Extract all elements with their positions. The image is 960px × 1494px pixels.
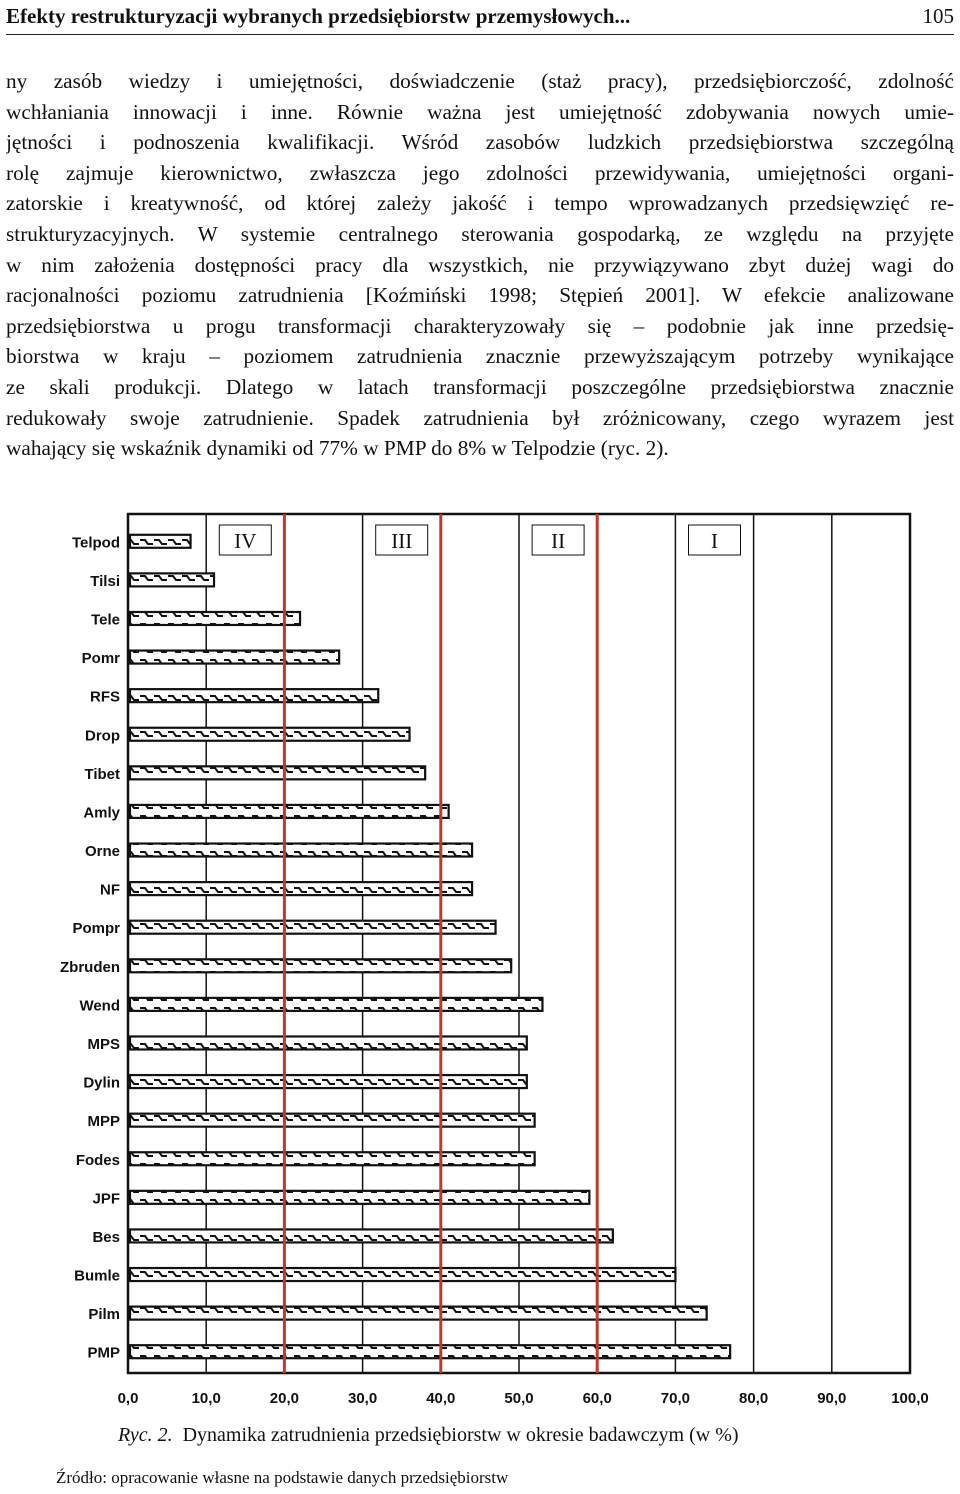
body-line: redukowały swoje zatrudnienie. Spadek zatrudnienia był zróżnicowany, czego wyrazem jest bbox=[6, 405, 954, 430]
y-category-label: Telpod bbox=[71, 534, 120, 552]
y-category-label: MPS bbox=[87, 1035, 120, 1053]
body-line: jętności i podnoszenia kwalifikacji. Wśród zasobów ludzkich przedsiębiorstwa szczególną bbox=[6, 130, 954, 155]
y-category-label: Pompr bbox=[72, 920, 120, 938]
y-category-label: Wend bbox=[79, 997, 120, 1015]
x-tick-label: 60,0 bbox=[582, 1390, 612, 1407]
body-line: zatorskie i kreatywność, od której zależy jakość i tempo wprowadzanych przedsięwzięć re- bbox=[6, 191, 954, 216]
figure-caption-text: Dynamika zatrudnienia przedsiębiorstw w okresie badawczym (w %) bbox=[182, 1424, 739, 1446]
figure-source: Źródło: opracowanie własne na podstawie danych przedsiębiorstw bbox=[56, 1468, 509, 1487]
page-header bbox=[6, 2, 954, 35]
body-line: biorstwa w kraju – poziomem zatrudnienia znacznie przewyższającym potrzeby wynikające bbox=[6, 344, 954, 369]
bar bbox=[130, 573, 214, 586]
x-tick-label: 70,0 bbox=[660, 1390, 691, 1407]
y-category-label: RFS bbox=[90, 688, 120, 706]
y-category-label: PMP bbox=[87, 1344, 120, 1362]
y-category-label: Bumle bbox=[74, 1267, 120, 1285]
bar bbox=[130, 844, 472, 857]
y-category-label: Pilm bbox=[88, 1306, 120, 1324]
bar bbox=[130, 998, 542, 1011]
bar bbox=[130, 1191, 589, 1204]
body-line: rolę zajmuje kierownictwo, zwłaszcza jego zdolności przewidywania, umiejętności organi- bbox=[6, 160, 954, 185]
y-category-label: Dylin bbox=[83, 1074, 120, 1092]
x-tick-label: 40,0 bbox=[426, 1390, 456, 1407]
y-category-label: Amly bbox=[83, 804, 120, 822]
body-line: w nim założenia dostępności pracy dla wszystkich, nie przywiązywano zbyt dużej wagi do bbox=[6, 252, 954, 277]
y-category-label: Tele bbox=[91, 611, 120, 629]
x-tick-label: 20,0 bbox=[269, 1390, 300, 1407]
x-tick-label: 50,0 bbox=[504, 1390, 534, 1407]
y-category-label: Drop bbox=[85, 727, 120, 745]
x-tick-label: 0,0 bbox=[117, 1390, 139, 1407]
y-category-label: Pomr bbox=[81, 650, 120, 668]
body-line: racjonalności poziomu zatrudnienia [Koźmiński 1998; Stępień 2001]. W efekcie analizowane bbox=[6, 283, 954, 308]
y-category-label: MPP bbox=[87, 1113, 120, 1131]
body-paragraph bbox=[6, 66, 954, 464]
x-tick-label: 30,0 bbox=[347, 1390, 378, 1407]
bar bbox=[130, 766, 425, 779]
body-line: ny zasób wiedzy i umiejętności, doświadczenie (staż pracy), przedsiębiorczość, zdolność bbox=[6, 69, 954, 93]
body-line: wchłaniania innowacji i inne. Równie ważna jest umiejętność zdobywania nowych umie- bbox=[6, 99, 954, 124]
y-category-label: JPF bbox=[92, 1190, 120, 1208]
bar bbox=[130, 1268, 675, 1281]
zone-label: IV bbox=[234, 529, 257, 553]
bar bbox=[130, 1114, 535, 1127]
bar bbox=[130, 1307, 707, 1320]
bar bbox=[130, 689, 378, 702]
bar bbox=[130, 612, 300, 625]
y-category-label: NF bbox=[100, 881, 120, 899]
body-line: wahający się wskaźnik dynamiki od 77% w PMP do 8% w Telpodzie (ryc. 2). bbox=[6, 436, 669, 461]
body-line: strukturyzacyjnych. W systemie centralnego sterowania gospodarką, ze względu na przyjęte bbox=[6, 221, 954, 246]
figure-label: Ryc. 2. bbox=[118, 1424, 173, 1446]
bar bbox=[130, 805, 449, 818]
y-category-label: Bes bbox=[92, 1228, 120, 1246]
y-category-label: Zbruden bbox=[60, 958, 120, 976]
body-line: ze skali produkcji. Dlatego w latach transformacji poszczególne przedsiębiorstwa znacznie bbox=[6, 374, 954, 399]
running-title: Efekty restrukturyzacji wybranych przedsiębiorstw przemysłowych... bbox=[6, 4, 631, 28]
bar bbox=[130, 882, 472, 895]
x-tick-label: 100,0 bbox=[891, 1390, 929, 1407]
bar bbox=[130, 959, 511, 972]
figure-caption bbox=[118, 1424, 739, 1447]
bar bbox=[130, 1152, 535, 1165]
y-category-label: Tilsi bbox=[90, 572, 120, 590]
zone-label: II bbox=[551, 529, 566, 553]
bar bbox=[130, 1036, 527, 1049]
bar bbox=[130, 535, 191, 548]
y-category-label: Tibet bbox=[84, 765, 120, 783]
page-number: 105 bbox=[922, 4, 954, 28]
bar bbox=[130, 728, 410, 741]
x-tick-label: 90,0 bbox=[817, 1390, 847, 1407]
bar bbox=[130, 651, 339, 664]
bar bbox=[130, 1345, 730, 1358]
y-category-label: Orne bbox=[84, 843, 120, 861]
bar bbox=[130, 1229, 613, 1242]
bar bbox=[130, 1075, 527, 1088]
employment-dynamics-chart bbox=[0, 500, 960, 1420]
zone-label: I bbox=[711, 529, 718, 553]
x-tick-label: 80,0 bbox=[738, 1390, 769, 1407]
body-line: przedsiębiorstwa u progu transformacji charakteryzowały się – podobnie jak inne przedsię- bbox=[6, 313, 954, 338]
x-tick-label: 10,0 bbox=[191, 1390, 221, 1407]
zone-label: III bbox=[391, 529, 413, 553]
y-category-label: Fodes bbox=[75, 1151, 120, 1169]
